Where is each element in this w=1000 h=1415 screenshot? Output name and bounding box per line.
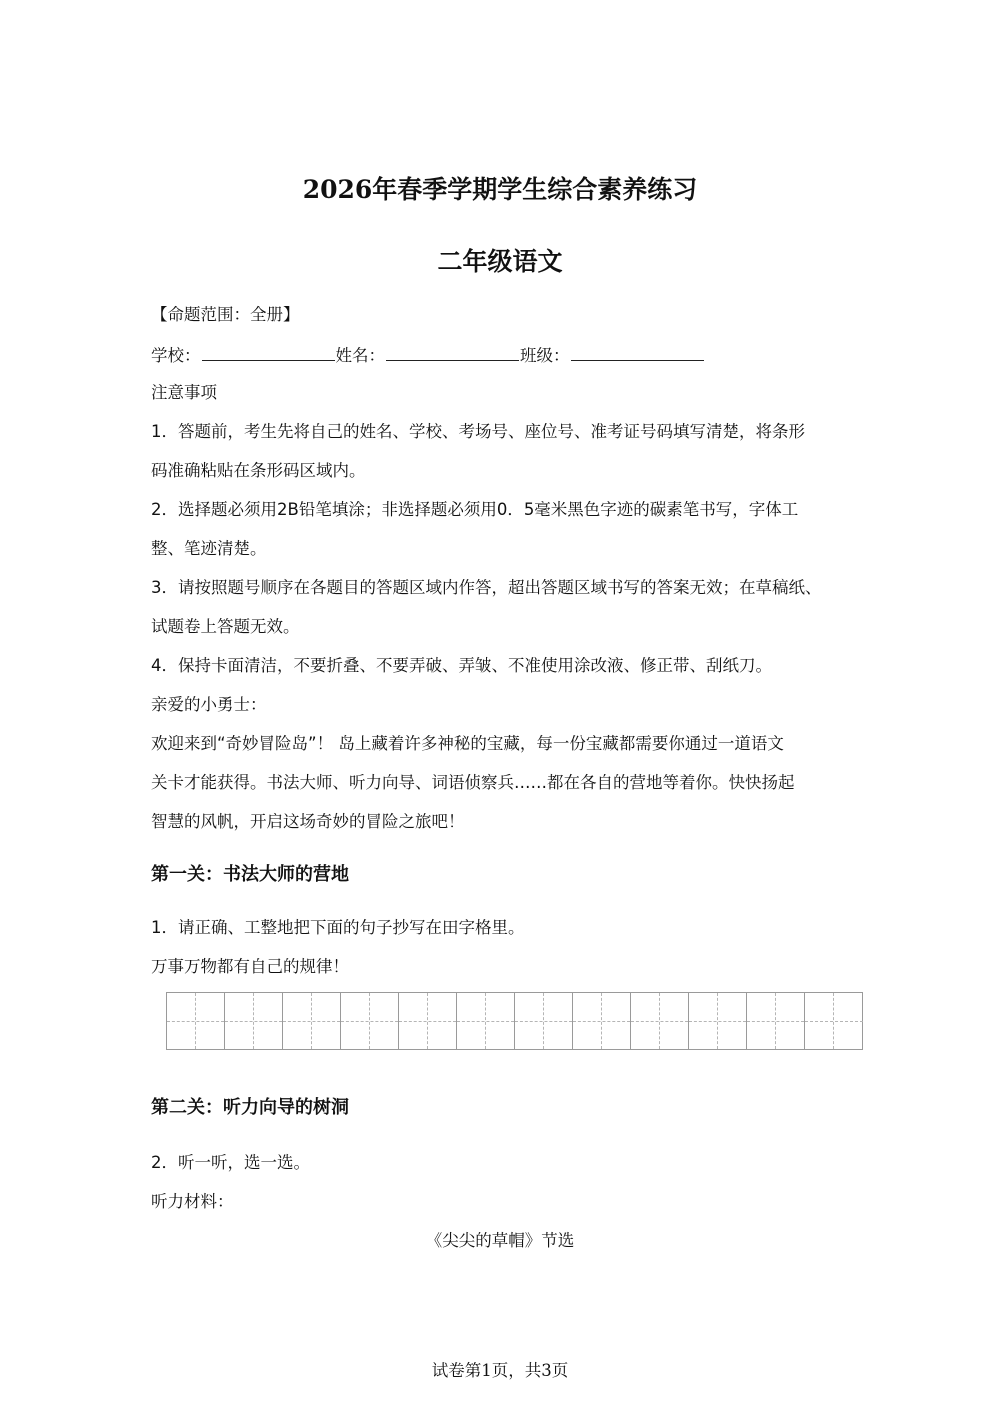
tianzige-cell[interactable] [747, 993, 805, 1049]
tianzige-cell[interactable] [457, 993, 515, 1049]
tianzige-cell[interactable] [167, 993, 225, 1049]
tianzige-cell[interactable] [805, 993, 863, 1049]
greeting: 亲爱的小勇士： [151, 695, 267, 714]
tianzige-grid[interactable] [166, 992, 863, 1050]
name-label: 姓名： [335, 346, 385, 365]
tianzige-cell[interactable] [225, 993, 283, 1049]
page-footer: 试卷第1页，共3页 [431, 1361, 569, 1380]
tianzige-cell[interactable] [341, 993, 399, 1049]
school-label: 学校： [151, 346, 201, 365]
school-blank[interactable] [202, 344, 335, 361]
notice-line: 3．请按照题号顺序在各题目的答题区域内作答，超出答题区域书写的答案无效；在草稿纸、 [151, 578, 822, 597]
listening-material-title: 《尖尖的草帽》节选 [425, 1231, 575, 1250]
notice-line: 码准确粘贴在条形码区域内。 [151, 461, 366, 480]
question-1: 1．请正确、工整地把下面的句子抄写在田字格里。 [151, 918, 525, 937]
question-2: 2．听一听，选一选。 [151, 1153, 310, 1172]
intro-line: 欢迎来到“奇妙冒险岛”！ 岛上藏着许多神秘的宝藏，每一份宝藏都需要你通过一道语文 [151, 734, 784, 753]
exam-title: 2026年春季学期学生综合素养练习 [302, 175, 698, 204]
notice-line: 4．保持卡面清洁，不要折叠、不要弄破、弄皱、不准使用涂改液、修正带、刮纸刀。 [151, 656, 772, 675]
tianzige-cell[interactable] [515, 993, 573, 1049]
notice-line: 试题卷上答题无效。 [151, 617, 300, 636]
tianzige-cell[interactable] [283, 993, 341, 1049]
tianzige-cell[interactable] [399, 993, 457, 1049]
scope-line: 【命题范围：全册】 [151, 305, 300, 324]
class-blank[interactable] [571, 344, 704, 361]
notice-line: 1．答题前，考生先将自己的姓名、学校、考场号、座位号、准考证号码填写清楚，将条形 [151, 422, 805, 441]
notice-heading: 注意事项 [151, 383, 217, 402]
section2-heading: 第二关：听力向导的树洞 [151, 1097, 349, 1118]
tianzige-cell[interactable] [573, 993, 631, 1049]
exam-subtitle: 二年级语文 [437, 247, 563, 276]
class-label: 班级： [520, 346, 570, 365]
listening-material-label: 听力材料： [151, 1192, 234, 1211]
student-info-line [151, 344, 705, 366]
name-blank[interactable] [386, 344, 519, 361]
notice-line: 2．选择题必须用2B铅笔填涂；非选择题必须用0．5毫米黑色字迹的碳素笔书写，字体工 [151, 500, 799, 519]
notice-line: 整、笔迹清楚。 [151, 539, 267, 558]
tianzige-cell[interactable] [631, 993, 689, 1049]
intro-line: 关卡才能获得。书法大师、听力向导、词语侦察兵……都在各自的营地等着你。快快扬起 [151, 773, 795, 792]
intro-line: 智慧的风帆，开启这场奇妙的冒险之旅吧！ [151, 812, 465, 831]
copy-sentence: 万事万物都有自己的规律！ [151, 957, 349, 976]
section1-heading: 第一关：书法大师的营地 [151, 864, 349, 885]
tianzige-cell[interactable] [689, 993, 747, 1049]
